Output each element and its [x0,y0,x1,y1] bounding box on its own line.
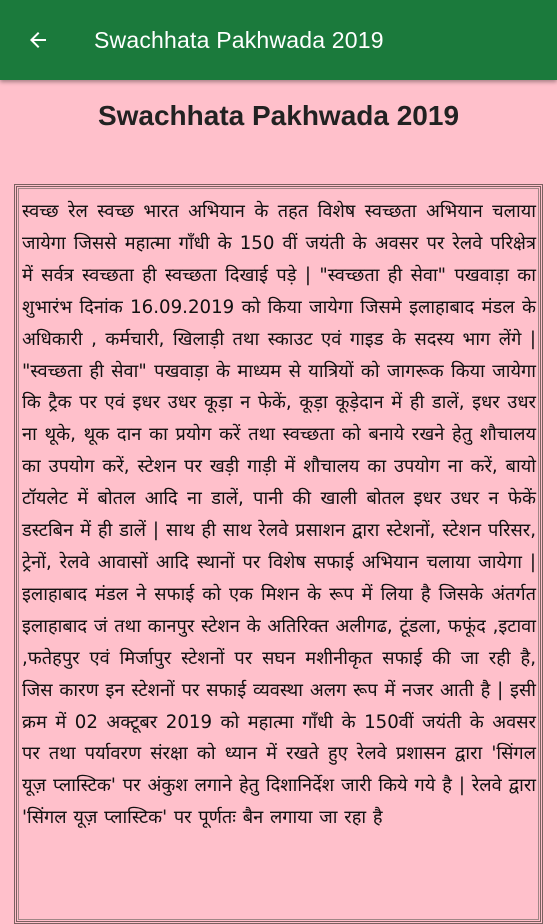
back-button[interactable] [18,20,58,60]
arrow-left-icon [26,28,50,52]
app-bar [0,0,557,80]
page-title: Swachhata Pakhwada 2019 [97,100,460,131]
article-body-text: स्वच्छ रेल स्वच्छ भारत अभियान के तहत विशेष स्वच्छता अभियान चलाया जायेगा जिससे महात्मा गाँधी के 150 वीं जयंती के अवसर पर रेलवे परिक्षेत्र में सर्वत्र स्वच्छता ही स्वच्छता दिखाई पड़े | "स्वच्छता ही सेवा" पखवाड़ा का शुभारंभ दिनांक 16.09.2019 को किया जायेगा जिसमे इलाहाबाद मंडल के अधिकारी , कर्मचारी, खिलाड़ी तथा स्काउट एवं गाइड के सदस्य भाग लेंगे | "स्वच्छता ही सेवा" पखवाड़ा के माध्यम से यात्रियों को जागरूक किया जायेगा कि ट्रैक पर एवं इधर उधर कूड़ा न फेकें, कूड़ा कूड़ेदान में ही डालें, इधर उधर ना थूके, थूक दान का प्रयोग करें तथा स्वच्छता को बनाये रखने हेतु शौचालय का उपयोग करें, स्टेशन पर खड़ी गाड़ी में शौचालय का उपयोग ना करें, बायो टॉयलेट में बोतल आदि ना डालें, पानी की खाली बोतल इधर उधर न फेकें डस्टबिन में ही डालें | साथ ही साथ रेलवे प्रसाशन द्वारा स्टेशनों, स्टेशन परिसर, ट्रेनों, रेलवे आवासों आदि स्थानों पर विशेष सफाई अभियान चलाया जायेगा | इलाहाबाद मंडल ने सफाई को एक मिशन के रूप में लिया है जिसके अंतर्गत इलाहाबाद जं तथा कानपुर स्टेशन के अतिरिक्त अलीगढ, टूंडला, फफूंद ,इटावा ,फतेहपुर एवं मिर्जापुर स्टेशनों पर सघन मशीनीकृत सफाई की जा रही है, जिस कारण इन स्टेशनों पर सफाई व्यवस्था अलग रूप में नजर आती है | इसी क्रम में 02 अक्टूबर 2019 को महात्मा गाँधी के 150वीं जयंती के अवसर पर तथा पर्यावरण संरक्षा को ध्यान में रखते हुए रेलवे प्रशासन द्वारा 'सिंगल यूज़ प्लास्टिक' पर अंकुश लगाने हेतु दिशानिर्देश जारी किये गये है | रेलवे द्वारा 'सिंगल यूज़ प्लास्टिक' पर पूर्णतः बैन लगाया जा रहा है [22,201,536,829]
app-bar-title: Swachhata Pakhwada 2019 [94,26,384,53]
